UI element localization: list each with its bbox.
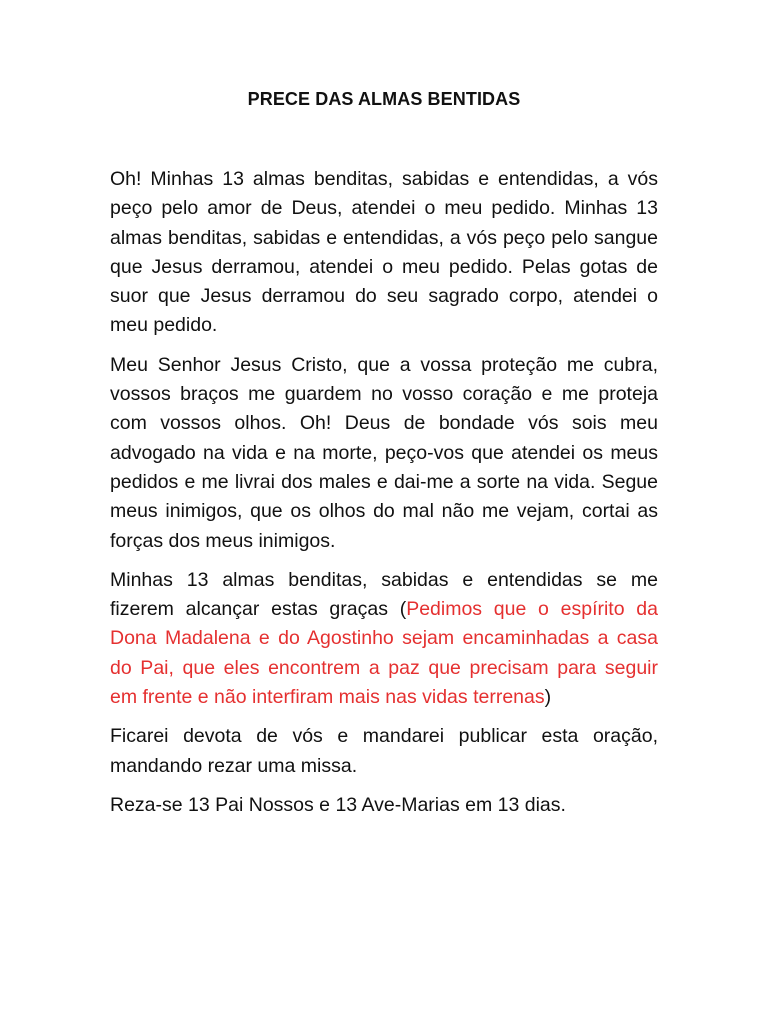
paragraph-4: Ficarei devota de vós e mandarei publicar esta oração, mandando rezar uma missa. (110, 725, 658, 777)
paragraph-3-highlighted-request: Pedimos que o espírito da Dona Madalena e do Agostinho sejam encaminhadas a casa do Pai, que eles encontrem a paz que precisam para seguir em frente e não interfiram mais nas vidas terrenas (110, 598, 658, 709)
paragraph-5: Reza-se 13 Pai Nossos e 13 Ave-Marias em 13 dias. (110, 793, 566, 816)
document-body (110, 165, 658, 830)
paragraph-3-start: Minhas 13 almas benditas, sabidas e entendidas se me fizerem alcançar estas graças ( (110, 568, 658, 621)
paragraph-1: Oh! Minhas 13 almas benditas, sabidas e entendidas, a vós peço pelo amor de Deus, atendei o meu pedido. Minhas 13 almas benditas, sabidas e entendidas, a vós peço pelo sangue que Jesus derramou, atendei o meu pedido. Pelas gotas de suor que Jesus derramou do seu sagrado corpo, atendei o meu pedido. (110, 168, 658, 337)
document-title: PRECE DAS ALMAS BENTIDAS (247, 89, 521, 109)
paragraph-3-end: ) (544, 686, 552, 709)
paragraph-2: Meu Senhor Jesus Cristo, que a vossa proteção me cubra, vossos braços me guardem no vosso coração e me proteja com vossos olhos. Oh! Deus de bondade vós sois meu advogado na vida e na morte, peço-vos que atendei os meus pedidos e me livrai dos males e dai-me a sorte na vida. Segue meus inimigos, que os olhos do mal não me vejam, cortai as forças dos meus inimigos. (110, 353, 658, 552)
paragraph-3 (110, 566, 658, 712)
